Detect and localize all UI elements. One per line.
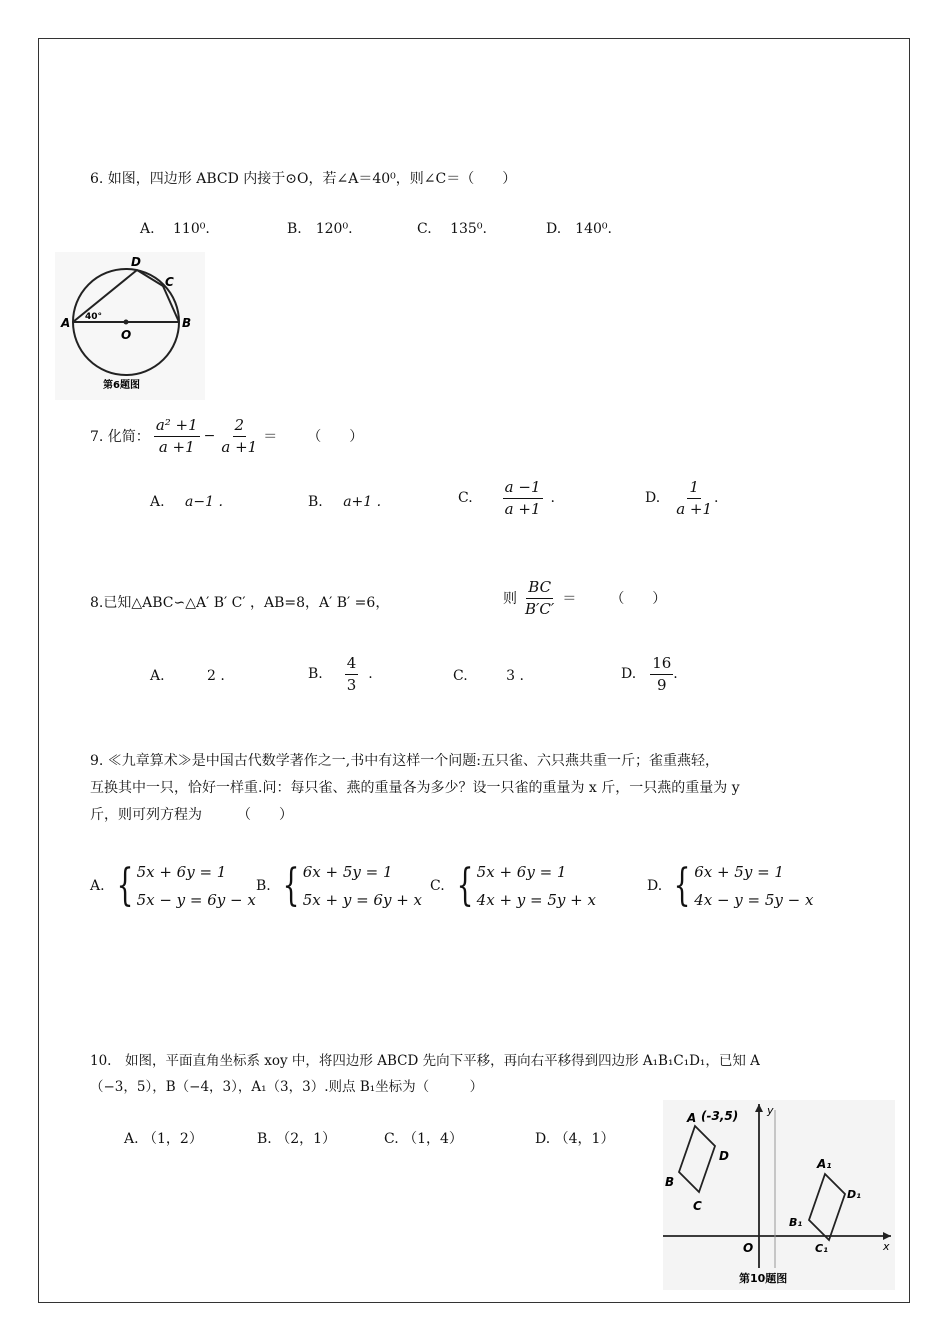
q10-label-a: A xyxy=(687,1111,697,1125)
q10-label-a1: A₁ xyxy=(817,1157,832,1171)
q7-equals: ＝ xyxy=(263,429,278,446)
q8-option-b-fraction xyxy=(345,654,359,695)
q6-option-c: C. 135⁰. xyxy=(417,221,487,237)
q8-option-d-fraction xyxy=(650,654,673,695)
q10-label-d1: D₁ xyxy=(847,1188,861,1201)
q7-fraction-1-num: a² +1 xyxy=(154,416,200,437)
q7-option-a xyxy=(150,494,223,510)
q7-option-d-den: a +1 xyxy=(676,499,713,518)
q6-label-b: B xyxy=(182,316,192,330)
q7-option-b-label: B. xyxy=(308,494,323,510)
q9-option-d-brace: { xyxy=(673,860,691,911)
q9-option-a-brace: { xyxy=(116,860,133,911)
q9-option-c-label: C. xyxy=(430,878,445,894)
q7-option-a-label: A. xyxy=(150,494,165,510)
q9-option-c-brace: { xyxy=(456,860,474,911)
q7-fraction-2-den: a +1 xyxy=(221,437,258,456)
q10-label-o: O xyxy=(743,1241,754,1255)
q8-option-a xyxy=(150,668,225,684)
q6-center-dot xyxy=(124,320,129,325)
q8-option-c-value: 3 . xyxy=(506,668,524,684)
q10-label-c1: C₁ xyxy=(815,1242,828,1255)
q6-option-d: D. 140⁰. xyxy=(546,221,612,237)
q6-stem: 6. 如图，四边形 ABCD 内接于⊙O，若∠A＝40⁰，则∠C＝（ ） xyxy=(90,171,517,187)
q7-paren: （ ） xyxy=(307,429,364,446)
q10-figure-caption: 第10题图 xyxy=(739,1272,788,1285)
q7-option-a-value: a−1 . xyxy=(185,494,223,510)
q9-option-a-system xyxy=(111,858,256,914)
q8-equals: ＝ xyxy=(562,591,577,608)
q8-fraction-den: B′C′ xyxy=(525,599,555,618)
q7-option-b xyxy=(308,494,381,510)
q7-fraction-2-num: 2 xyxy=(233,416,247,437)
q9-option-d-label: D. xyxy=(647,878,663,894)
q9-line-3: 斤，则可列方程为 （ ） xyxy=(90,807,293,823)
q9-option-c xyxy=(430,858,596,914)
q7-option-c-label: C. xyxy=(458,490,473,507)
q7-option-b-value: a+1 . xyxy=(343,494,382,510)
q7-option-d-tail: . xyxy=(714,490,719,507)
q8-paren: （ ） xyxy=(610,591,667,608)
q6-label-o: O xyxy=(121,328,132,342)
q7-option-c-fraction xyxy=(503,478,543,519)
q9-option-d-eq1: 6x + 5y = 1 xyxy=(694,863,784,881)
q7-option-d-num: 1 xyxy=(687,478,701,499)
q9-option-c-eq2: 4x + y = 5y + x xyxy=(476,891,596,909)
q9-option-a-label: A. xyxy=(90,878,105,894)
q7-option-c-tail: . xyxy=(550,490,555,507)
q8-stem: 8.已知△ABC∽△A′ B′ C′ ，AB=8，A′ B′ =6， xyxy=(90,595,390,611)
q6-figure xyxy=(55,252,205,400)
q10-label-y: y xyxy=(767,1104,774,1117)
q9-option-b-system xyxy=(277,858,422,914)
q10-figure xyxy=(663,1100,895,1290)
q8-option-b xyxy=(308,654,373,695)
q8-option-a-label: A. xyxy=(150,668,165,684)
q10-line-1: 10. 如图，平面直角坐标系 xoy 中，将四边形 ABCD 先向下平移，再向右平移得到四边形 A₁B₁C₁D₁，已知 A xyxy=(90,1053,760,1069)
q10-label-b: B xyxy=(665,1175,675,1189)
q8-then: 则 xyxy=(503,591,517,608)
q10-line-2: （−3，5），B（−4，3），A₁（3，3）.则点 B₁坐标为（ ） xyxy=(90,1079,484,1095)
q9-option-b xyxy=(256,858,422,914)
q8-option-b-num: 4 xyxy=(345,654,359,675)
q10-label-b1: B₁ xyxy=(789,1216,803,1229)
q9-option-b-eq2: 5x + y = 6y + x xyxy=(302,891,423,909)
q9-option-c-system xyxy=(451,858,596,914)
q6-label-a: A xyxy=(61,316,71,330)
q9-stem xyxy=(90,748,870,829)
q9-option-a-eq2: 5x − y = 6y − x xyxy=(136,891,256,909)
q10-label-a-coords: (-3,5) xyxy=(701,1109,739,1123)
q9-line-2: 互换其中一只，恰好一样重.问：每只雀、燕的重量各为多少？设一只雀的重量为 x 斤，一只燕的重量为 y xyxy=(90,780,740,796)
q9-option-d-system xyxy=(668,858,813,914)
q8-option-d-label: D. xyxy=(621,666,637,683)
q7-option-d-fraction xyxy=(674,478,714,519)
q10-stem xyxy=(90,1048,870,1100)
q8-option-b-tail: . xyxy=(368,666,373,683)
q6-option-b: B. 120⁰. xyxy=(287,221,353,237)
q8-option-d-tail: . xyxy=(673,666,678,683)
q6-option-a: A. 110⁰. xyxy=(140,221,210,237)
q7-fraction-1 xyxy=(154,416,200,457)
q9-option-b-eq1: 6x + 5y = 1 xyxy=(302,863,393,881)
q10-option-a: A. （1，2） xyxy=(124,1131,203,1147)
q8-option-d xyxy=(621,654,678,695)
q9-option-b-label: B. xyxy=(256,878,271,894)
q10-option-b: B. （2，1） xyxy=(257,1131,337,1147)
q10-label-x: x xyxy=(883,1240,890,1253)
q7-option-d-label: D. xyxy=(645,490,661,507)
q8-option-b-label: B. xyxy=(308,666,323,683)
q9-option-b-brace: { xyxy=(282,860,300,911)
q9-option-d-eq2: 4x − y = 5y − x xyxy=(694,891,814,909)
q9-option-c-eq1: 5x + 6y = 1 xyxy=(476,863,567,881)
q8-option-d-num: 16 xyxy=(650,654,673,675)
q8-option-c-label: C. xyxy=(453,668,468,684)
q7-option-d xyxy=(645,478,718,519)
q8-fraction xyxy=(523,578,556,619)
q7-minus: − xyxy=(203,428,216,445)
q7-option-c-den: a +1 xyxy=(504,499,541,518)
q6-label-d: D xyxy=(131,255,141,269)
q7-fraction-1-den: a +1 xyxy=(158,437,195,456)
q9-option-a-eq1: 5x + 6y = 1 xyxy=(136,863,227,881)
q9-option-a xyxy=(90,858,256,914)
q6-label-c: C xyxy=(165,275,174,289)
q6-label-angle: 40° xyxy=(85,312,103,322)
q10-option-c: C. （1，4） xyxy=(384,1131,463,1147)
q7-fraction-2 xyxy=(219,416,259,457)
q9-line-1: 9. ≪九章算术≫是中国古代数学著作之一,书中有这样一个问题:五只雀、六只燕共重一斤；雀重燕轻， xyxy=(90,753,719,769)
q7-stem xyxy=(90,416,363,457)
q7-option-c-num: a −1 xyxy=(503,478,543,499)
q7-prefix: 7. 化简： xyxy=(90,429,150,446)
q7-option-c xyxy=(458,478,555,519)
q8-option-c xyxy=(453,668,524,684)
q6-figure-caption: 第6题图 xyxy=(103,380,140,391)
q9-option-d xyxy=(647,858,813,914)
q8-question xyxy=(503,578,666,619)
q10-label-c: C xyxy=(693,1199,702,1213)
q10-label-d: D xyxy=(719,1149,729,1163)
q8-option-a-value: 2 . xyxy=(207,668,225,684)
q10-option-d: D. （4，1） xyxy=(535,1131,615,1147)
q8-option-b-den: 3 xyxy=(346,675,357,694)
q8-fraction-num: BC xyxy=(526,578,553,599)
q8-option-d-den: 9 xyxy=(656,675,667,694)
